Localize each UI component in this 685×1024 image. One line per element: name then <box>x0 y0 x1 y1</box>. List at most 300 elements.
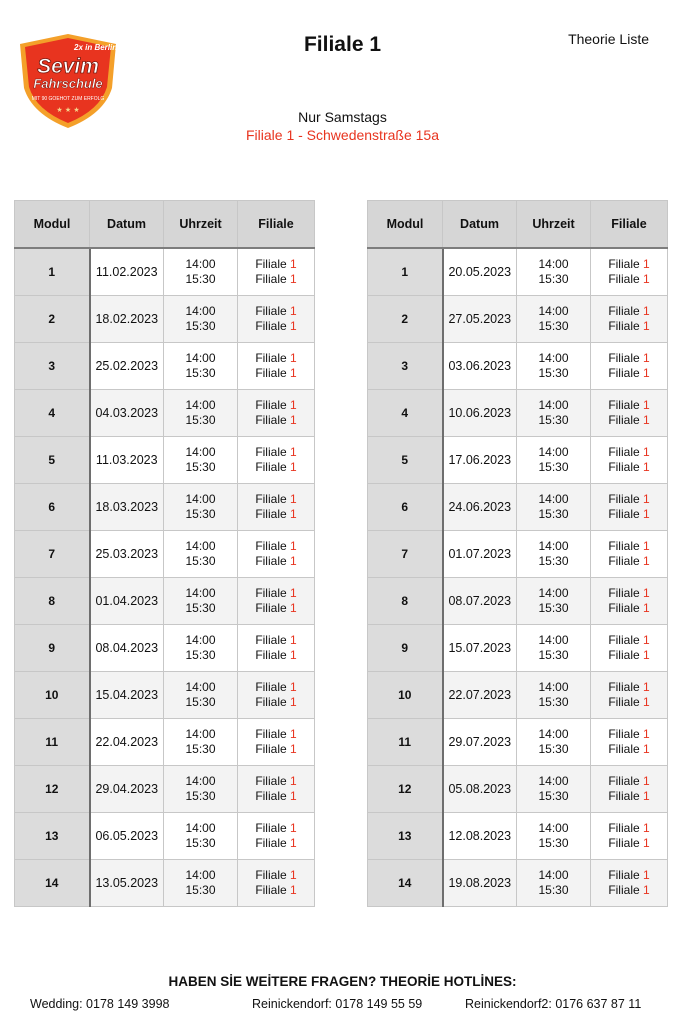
modul-cell: 5 <box>368 437 443 484</box>
time-start: 14:00 <box>185 398 216 412</box>
filiale-line <box>591 695 667 710</box>
uhrzeit-cell <box>517 531 591 578</box>
filiale-label: Filiale <box>608 868 640 882</box>
filiale-number: 1 <box>643 507 650 521</box>
filiale-number: 1 <box>643 319 650 333</box>
filiale-number: 1 <box>643 727 650 741</box>
time-end: 15:30 <box>538 836 569 850</box>
filiale-cell <box>238 484 315 531</box>
filiale-line <box>238 272 314 287</box>
filiale-number: 1 <box>290 868 297 882</box>
column-header-modul: Modul <box>15 201 90 249</box>
filiale-cell <box>591 578 668 625</box>
filiale-number: 1 <box>290 742 297 756</box>
time-end: 15:30 <box>185 507 216 521</box>
filiale-label: Filiale <box>255 821 287 835</box>
time-end: 15:30 <box>185 836 216 850</box>
time-end: 15:30 <box>185 413 216 427</box>
filiale-cell <box>591 248 668 296</box>
datum-cell: 29.07.2023 <box>443 719 517 766</box>
filiale-line <box>591 774 667 789</box>
uhrzeit-cell <box>517 860 591 907</box>
filiale-cell <box>591 296 668 343</box>
datum-cell: 17.06.2023 <box>443 437 517 484</box>
uhrzeit-cell <box>164 813 238 860</box>
filiale-line <box>238 319 314 334</box>
modul-cell: 6 <box>368 484 443 531</box>
filiale-number: 1 <box>290 539 297 553</box>
time-end: 15:30 <box>538 413 569 427</box>
filiale-line <box>238 445 314 460</box>
filiale-label: Filiale <box>255 492 287 506</box>
time-start: 14:00 <box>185 586 216 600</box>
time-start: 14:00 <box>538 586 569 600</box>
hotline-reinickendorf2: Reinickendorf2: 0176 637 87 11 <box>465 997 642 1011</box>
time-start: 14:00 <box>538 492 569 506</box>
filiale-label: Filiale <box>255 868 287 882</box>
datum-cell: 22.04.2023 <box>90 719 164 766</box>
uhrzeit-cell <box>517 766 591 813</box>
time-start: 14:00 <box>185 257 216 271</box>
time-end: 15:30 <box>185 601 216 615</box>
datum-cell: 01.07.2023 <box>443 531 517 578</box>
filiale-label: Filiale <box>255 257 287 271</box>
filiale-number: 1 <box>290 272 297 286</box>
uhrzeit-cell <box>517 578 591 625</box>
filiale-number: 1 <box>643 774 650 788</box>
filiale-label: Filiale <box>255 304 287 318</box>
filiale-line <box>591 821 667 836</box>
filiale-number: 1 <box>290 319 297 333</box>
filiale-label: Filiale <box>608 742 640 756</box>
filiale-cell <box>238 672 315 719</box>
table-row <box>15 766 315 813</box>
filiale-label: Filiale <box>608 695 640 709</box>
filiale-label: Filiale <box>608 351 640 365</box>
filiale-cell <box>591 625 668 672</box>
table-row <box>15 813 315 860</box>
filiale-number: 1 <box>643 492 650 506</box>
uhrzeit-cell <box>517 343 591 390</box>
modul-cell: 7 <box>368 531 443 578</box>
table-row <box>368 860 668 907</box>
filiale-label: Filiale <box>608 257 640 271</box>
time-start: 14:00 <box>538 821 569 835</box>
filiale-number: 1 <box>643 836 650 850</box>
time-start: 14:00 <box>185 821 216 835</box>
filiale-cell <box>238 531 315 578</box>
column-header-filiale: Filiale <box>238 201 315 249</box>
filiale-line <box>591 257 667 272</box>
filiale-number: 1 <box>290 304 297 318</box>
filiale-cell <box>591 390 668 437</box>
page-title: Filiale 1 <box>303 33 382 56</box>
filiale-label: Filiale <box>608 539 640 553</box>
filiale-cell <box>238 296 315 343</box>
modul-cell: 4 <box>368 390 443 437</box>
column-header-datum: Datum <box>443 201 517 249</box>
filiale-label: Filiale <box>608 413 640 427</box>
filiale-line <box>591 868 667 883</box>
subtitle: Nur Samstags <box>298 109 387 125</box>
time-start: 14:00 <box>185 727 216 741</box>
table-row <box>368 578 668 625</box>
filiale-cell <box>238 625 315 672</box>
table-row <box>368 484 668 531</box>
column-header-datum: Datum <box>90 201 164 249</box>
filiale-number: 1 <box>643 883 650 897</box>
filiale-cell <box>238 248 315 296</box>
table-row <box>368 766 668 813</box>
filiale-label: Filiale <box>608 398 640 412</box>
uhrzeit-cell <box>164 343 238 390</box>
modul-cell: 1 <box>15 248 90 296</box>
time-start: 14:00 <box>185 633 216 647</box>
filiale-label: Filiale <box>255 601 287 615</box>
filiale-line <box>591 304 667 319</box>
column-header-uhrzeit: Uhrzeit <box>164 201 238 249</box>
table-row <box>368 437 668 484</box>
time-end: 15:30 <box>185 883 216 897</box>
filiale-number: 1 <box>643 413 650 427</box>
filiale-label: Filiale <box>608 727 640 741</box>
table-row <box>15 625 315 672</box>
uhrzeit-cell <box>164 531 238 578</box>
filiale-line <box>238 586 314 601</box>
filiale-number: 1 <box>643 398 650 412</box>
datum-cell: 15.04.2023 <box>90 672 164 719</box>
filiale-line <box>238 539 314 554</box>
uhrzeit-cell <box>517 484 591 531</box>
time-end: 15:30 <box>185 554 216 568</box>
filiale-number: 1 <box>643 351 650 365</box>
time-end: 15:30 <box>185 742 216 756</box>
time-start: 14:00 <box>538 680 569 694</box>
filiale-line <box>591 413 667 428</box>
filiale-label: Filiale <box>255 398 287 412</box>
filiale-line <box>591 272 667 287</box>
filiale-number: 1 <box>643 742 650 756</box>
uhrzeit-cell <box>164 719 238 766</box>
time-end: 15:30 <box>185 319 216 333</box>
modul-cell: 5 <box>15 437 90 484</box>
filiale-number: 1 <box>290 507 297 521</box>
column-header-uhrzeit: Uhrzeit <box>517 201 591 249</box>
filiale-number: 1 <box>290 695 297 709</box>
modul-cell: 2 <box>15 296 90 343</box>
filiale-label: Filiale <box>608 460 640 474</box>
time-start: 14:00 <box>538 398 569 412</box>
datum-cell: 12.08.2023 <box>443 813 517 860</box>
table-row <box>368 813 668 860</box>
time-start: 14:00 <box>538 351 569 365</box>
table-row <box>368 625 668 672</box>
filiale-number: 1 <box>290 460 297 474</box>
filiale-number: 1 <box>643 680 650 694</box>
filiale-line <box>238 774 314 789</box>
filiale-cell <box>591 766 668 813</box>
filiale-cell <box>591 437 668 484</box>
filiale-number: 1 <box>643 601 650 615</box>
hotlines-title: HABEN SİE WEİTERE FRAGEN? THEORİE HOTLİNES: <box>168 974 517 989</box>
logo-brand-sub: Fahrschule <box>33 76 103 91</box>
filiale-cell <box>238 578 315 625</box>
uhrzeit-cell <box>517 672 591 719</box>
filiale-line <box>238 836 314 851</box>
filiale-number: 1 <box>290 633 297 647</box>
datum-cell: 25.02.2023 <box>90 343 164 390</box>
datum-cell: 08.07.2023 <box>443 578 517 625</box>
filiale-label: Filiale <box>608 319 640 333</box>
table-row <box>15 248 315 296</box>
modul-cell: 8 <box>15 578 90 625</box>
uhrzeit-cell <box>164 672 238 719</box>
uhrzeit-cell <box>164 766 238 813</box>
filiale-number: 1 <box>643 272 650 286</box>
filiale-line <box>238 257 314 272</box>
filiale-number: 1 <box>290 492 297 506</box>
filiale-label: Filiale <box>608 789 640 803</box>
filiale-line <box>238 507 314 522</box>
filiale-label: Filiale <box>255 742 287 756</box>
filiale-number: 1 <box>643 586 650 600</box>
table-row <box>15 296 315 343</box>
filiale-line <box>591 680 667 695</box>
datum-cell: 13.05.2023 <box>90 860 164 907</box>
uhrzeit-cell <box>517 437 591 484</box>
modul-cell: 12 <box>368 766 443 813</box>
uhrzeit-cell <box>517 813 591 860</box>
filiale-cell <box>591 813 668 860</box>
filiale-number: 1 <box>643 821 650 835</box>
filiale-label: Filiale <box>608 366 640 380</box>
filiale-label: Filiale <box>255 272 287 286</box>
modul-cell: 12 <box>15 766 90 813</box>
filiale-line <box>238 413 314 428</box>
time-start: 14:00 <box>538 304 569 318</box>
table-row <box>15 437 315 484</box>
filiale-line <box>591 601 667 616</box>
filiale-number: 1 <box>290 398 297 412</box>
uhrzeit-cell <box>164 248 238 296</box>
filiale-line <box>238 554 314 569</box>
modul-cell: 13 <box>368 813 443 860</box>
datum-cell: 19.08.2023 <box>443 860 517 907</box>
filiale-number: 1 <box>643 633 650 647</box>
filiale-cell <box>238 860 315 907</box>
filiale-label: Filiale <box>255 507 287 521</box>
filiale-line <box>238 304 314 319</box>
filiale-label: Filiale <box>255 445 287 459</box>
filiale-label: Filiale <box>608 554 640 568</box>
uhrzeit-cell <box>517 625 591 672</box>
filiale-cell <box>238 437 315 484</box>
filiale-line <box>238 351 314 366</box>
filiale-number: 1 <box>290 789 297 803</box>
time-end: 15:30 <box>185 648 216 662</box>
uhrzeit-cell <box>164 625 238 672</box>
time-start: 14:00 <box>538 633 569 647</box>
time-start: 14:00 <box>185 492 216 506</box>
filiale-number: 1 <box>290 445 297 459</box>
filiale-label: Filiale <box>255 351 287 365</box>
uhrzeit-cell <box>517 390 591 437</box>
modul-cell: 11 <box>368 719 443 766</box>
filiale-label: Filiale <box>255 883 287 897</box>
uhrzeit-cell <box>164 390 238 437</box>
filiale-cell <box>591 860 668 907</box>
filiale-cell <box>591 531 668 578</box>
uhrzeit-cell <box>164 578 238 625</box>
table-row <box>368 531 668 578</box>
table-row <box>15 343 315 390</box>
modul-cell: 2 <box>368 296 443 343</box>
filiale-line <box>591 742 667 757</box>
modul-cell: 1 <box>368 248 443 296</box>
filiale-line <box>591 351 667 366</box>
modul-cell: 14 <box>368 860 443 907</box>
filiale-line <box>591 492 667 507</box>
filiale-number: 1 <box>643 789 650 803</box>
filiale-cell <box>238 390 315 437</box>
logo-brand: Sevim <box>37 55 99 78</box>
filiale-label: Filiale <box>608 774 640 788</box>
filiale-line <box>238 789 314 804</box>
filiale-number: 1 <box>643 554 650 568</box>
filiale-cell <box>238 343 315 390</box>
datum-cell: 18.03.2023 <box>90 484 164 531</box>
filiale-number: 1 <box>290 554 297 568</box>
filiale-number: 1 <box>290 601 297 615</box>
uhrzeit-cell <box>164 484 238 531</box>
datum-cell: 11.02.2023 <box>90 248 164 296</box>
uhrzeit-cell <box>517 719 591 766</box>
time-start: 14:00 <box>185 539 216 553</box>
filiale-cell <box>238 719 315 766</box>
filiale-label: Filiale <box>608 633 640 647</box>
filiale-line <box>238 868 314 883</box>
time-end: 15:30 <box>538 554 569 568</box>
filiale-label: Filiale <box>255 680 287 694</box>
datum-cell: 27.05.2023 <box>443 296 517 343</box>
filiale-number: 1 <box>643 460 650 474</box>
filiale-label: Filiale <box>608 507 640 521</box>
time-start: 14:00 <box>185 680 216 694</box>
table-row <box>15 860 315 907</box>
table-row <box>15 719 315 766</box>
filiale-label: Filiale <box>255 836 287 850</box>
filiale-label: Filiale <box>608 492 640 506</box>
filiale-line <box>591 445 667 460</box>
time-start: 14:00 <box>538 539 569 553</box>
filiale-line <box>238 883 314 898</box>
filiale-line <box>591 366 667 381</box>
filiale-label: Filiale <box>255 648 287 662</box>
filiale-line <box>591 789 667 804</box>
table-row <box>368 343 668 390</box>
uhrzeit-cell <box>517 296 591 343</box>
filiale-label: Filiale <box>608 836 640 850</box>
filiale-number: 1 <box>290 774 297 788</box>
filiale-line <box>238 695 314 710</box>
table-row <box>368 390 668 437</box>
time-start: 14:00 <box>538 445 569 459</box>
filiale-cell <box>238 766 315 813</box>
filiale-number: 1 <box>643 445 650 459</box>
filiale-label: Filiale <box>255 366 287 380</box>
filiale-line <box>238 492 314 507</box>
time-end: 15:30 <box>185 789 216 803</box>
logo-tagline: MIT 90 GOEHOT ZUM ERFOLG <box>31 96 105 102</box>
time-end: 15:30 <box>185 366 216 380</box>
datum-cell: 08.04.2023 <box>90 625 164 672</box>
time-start: 14:00 <box>538 774 569 788</box>
time-start: 14:00 <box>538 257 569 271</box>
filiale-line <box>591 539 667 554</box>
filiale-line <box>238 398 314 413</box>
time-start: 14:00 <box>185 445 216 459</box>
filiale-number: 1 <box>643 257 650 271</box>
datum-cell: 22.07.2023 <box>443 672 517 719</box>
filiale-line <box>238 742 314 757</box>
modul-cell: 3 <box>368 343 443 390</box>
filiale-label: Filiale <box>255 789 287 803</box>
filiale-number: 1 <box>290 836 297 850</box>
filiale-label: Filiale <box>255 539 287 553</box>
datum-cell: 03.06.2023 <box>443 343 517 390</box>
schedule-table-right <box>367 200 668 907</box>
table-row <box>15 484 315 531</box>
uhrzeit-cell <box>164 296 238 343</box>
filiale-cell <box>591 719 668 766</box>
filiale-label: Filiale <box>255 774 287 788</box>
datum-cell: 10.06.2023 <box>443 390 517 437</box>
table-row <box>368 296 668 343</box>
time-end: 15:30 <box>185 695 216 709</box>
filiale-line <box>238 821 314 836</box>
filiale-number: 1 <box>643 868 650 882</box>
modul-cell: 14 <box>15 860 90 907</box>
filiale-line <box>238 601 314 616</box>
filiale-label: Filiale <box>608 586 640 600</box>
modul-cell: 6 <box>15 484 90 531</box>
filiale-number: 1 <box>290 413 297 427</box>
filiale-label: Filiale <box>608 648 640 662</box>
filiale-line <box>591 836 667 851</box>
modul-cell: 9 <box>368 625 443 672</box>
uhrzeit-cell <box>164 437 238 484</box>
uhrzeit-cell <box>517 248 591 296</box>
table-row <box>15 531 315 578</box>
time-end: 15:30 <box>538 789 569 803</box>
time-end: 15:30 <box>185 460 216 474</box>
time-start: 14:00 <box>185 774 216 788</box>
modul-cell: 10 <box>368 672 443 719</box>
filiale-number: 1 <box>643 366 650 380</box>
filiale-line <box>238 460 314 475</box>
filiale-label: Filiale <box>608 272 640 286</box>
filiale-label: Filiale <box>255 695 287 709</box>
time-end: 15:30 <box>538 648 569 662</box>
filiale-line <box>591 554 667 569</box>
time-start: 14:00 <box>185 351 216 365</box>
datum-cell: 15.07.2023 <box>443 625 517 672</box>
filiale-label: Filiale <box>255 413 287 427</box>
filiale-line <box>238 366 314 381</box>
filiale-number: 1 <box>290 821 297 835</box>
filiale-label: Filiale <box>608 304 640 318</box>
filiale-cell <box>591 343 668 390</box>
